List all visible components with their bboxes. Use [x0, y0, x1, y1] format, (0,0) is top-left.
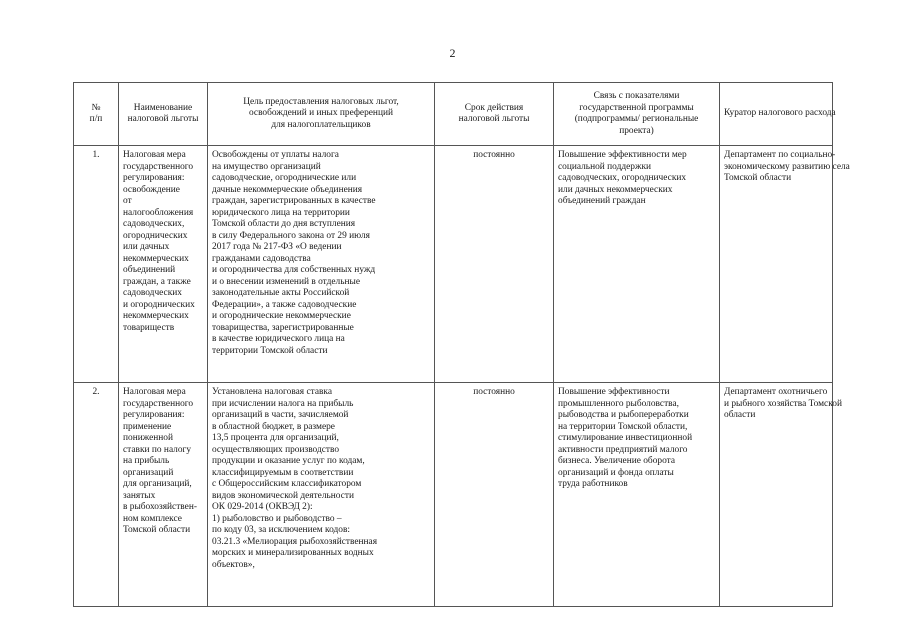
text-line: на прибыль — [123, 456, 170, 466]
header-purpose — [208, 83, 435, 146]
text-line: для организаций, — [123, 479, 192, 489]
header-name — [119, 83, 208, 146]
text-line: Повышение эффективности мер — [558, 150, 687, 160]
row-number: 1. — [74, 146, 119, 383]
text-line: осуществляющих производство — [212, 444, 340, 455]
text-line: (подпрограммы/ региональные — [574, 114, 699, 124]
text-line: Установлена налоговая ставка — [212, 387, 332, 397]
benefit-name — [119, 383, 208, 607]
text-line: видов экономической деятельности — [212, 490, 355, 501]
text-line: классифицируемым в соответствии — [212, 467, 354, 478]
text-line: бизнеса. Увеличение оборота — [558, 456, 676, 466]
text-line: 13,5 процента для организаций, — [212, 433, 339, 443]
text-line: Томской области — [123, 525, 191, 535]
header-link — [554, 83, 720, 146]
text-line: Томской области до дня вступления — [212, 219, 356, 229]
benefit-purpose — [208, 383, 435, 607]
text-line: и огороднических — [123, 299, 195, 310]
row-number: 2. — [74, 383, 119, 607]
text-line: законодательные акты Российской — [212, 288, 350, 298]
text-line: садоводческих — [123, 288, 182, 298]
text-line: Департамент охотничьего — [724, 387, 828, 397]
text-line: регулирования: — [123, 410, 185, 420]
text-line: с Общероссийским классификатором — [212, 479, 362, 489]
text-line: организаций — [123, 467, 174, 478]
text-line: товариществ — [123, 322, 175, 333]
text-line: п/п — [89, 114, 103, 124]
text-line: Налоговая мера — [123, 150, 186, 160]
text-line: от — [123, 196, 132, 206]
header-term — [435, 83, 554, 146]
text-line: Освобождены от уплаты налога — [212, 150, 339, 160]
text-line: рыбоводства и рыбопереработки — [558, 410, 689, 420]
curator — [720, 383, 842, 607]
text-line: промышленного рыболовства, — [558, 398, 679, 409]
text-line: в силу Федерального закона от 29 июля — [212, 230, 370, 241]
text-line: садоводческие, огороднические или — [212, 173, 357, 183]
text-line: социальной поддержки — [558, 161, 652, 172]
text-line: Департамент по социально- — [724, 150, 836, 160]
text-line: морских и минерализированных водных — [212, 548, 374, 558]
text-line: граждан, зарегистрированных в качестве — [212, 196, 376, 206]
text-line: организаций и фонда оплаты — [558, 467, 674, 478]
text-line: государственного — [123, 398, 194, 409]
text-line: для налогоплательщиков — [271, 119, 371, 130]
text-line: проекта) — [619, 125, 654, 136]
text-line: № — [91, 102, 101, 113]
text-line: объектов», — [212, 559, 255, 570]
text-line: пониженной — [123, 433, 173, 443]
text-line: стимулирование инвестиционной — [558, 433, 693, 443]
benefit-purpose — [208, 146, 435, 383]
text-line: и огородничества для собственных нужд — [212, 265, 376, 275]
text-line: в качестве юридического лица на — [212, 334, 345, 344]
text-line: граждан, а также — [123, 276, 191, 287]
tax-benefits-table — [73, 82, 850, 607]
text-line: налоговой льготы — [458, 114, 530, 124]
text-line: освобождение — [123, 184, 180, 195]
text-line: или дачных некоммерческих — [558, 184, 673, 195]
text-line: объединений — [123, 265, 176, 275]
text-line: в областной бюджет, в размере — [212, 421, 335, 432]
header-num — [74, 83, 119, 146]
text-line: огороднических — [123, 230, 188, 241]
text-line: государственного — [123, 161, 194, 172]
text-line: Наименование — [133, 102, 193, 113]
text-line: садоводческих, огороднических — [558, 173, 687, 183]
curator — [720, 146, 850, 383]
text-line: или дачных — [123, 242, 170, 252]
text-line: организаций в части, зачисляемой — [212, 410, 349, 420]
program-link — [554, 383, 720, 607]
text-line: некоммерческих — [123, 253, 189, 264]
text-line: на территории Томской области, — [558, 421, 688, 432]
text-line: Связь с показателями — [593, 91, 680, 101]
text-line: объединений граждан — [558, 196, 646, 206]
text-line: в рыбохозяйствен- — [123, 502, 197, 512]
text-line: 03.21.3 «Мелиорация рыбохозяйственная — [212, 536, 378, 547]
text-line: товарищества, зарегистрированные — [212, 322, 354, 333]
text-line: по коду 03, за исключением кодов: — [212, 525, 351, 535]
text-line: труда работников — [558, 479, 628, 489]
text-line: 1) рыболовство и рыбоводство – — [212, 513, 342, 524]
benefit-term: постоянно — [435, 146, 554, 383]
text-line: территории Томской области — [212, 345, 328, 356]
text-line: при исчислении налога на прибыль — [212, 398, 354, 409]
text-line: Налоговая мера — [123, 387, 186, 397]
benefit-term: постоянно — [435, 383, 554, 607]
text-line: активности предприятий малого — [558, 444, 688, 455]
text-line: освобождений и иных преференций — [248, 108, 394, 119]
text-line: на имущество организаций — [212, 161, 321, 172]
text-line: области — [724, 410, 756, 420]
text-line: Срок действия — [464, 102, 524, 113]
text-line: ном комплексе — [123, 513, 182, 524]
text-line: юридического лица на территории — [212, 207, 350, 218]
text-line: экономическому развитию села — [724, 161, 850, 172]
text-line: Федерации», а также садоводческие — [212, 299, 357, 310]
text-line: налогообложения — [123, 207, 194, 218]
text-line: 2017 года № 217-ФЗ «О ведении — [212, 242, 342, 252]
text-line: и огороднические некоммерческие — [212, 311, 351, 321]
page-number: 2 — [449, 46, 456, 60]
header-curator — [720, 83, 836, 146]
text-line: и о внесении изменений в отдельные — [212, 276, 360, 287]
text-line: применение — [123, 421, 172, 432]
table-row — [74, 146, 833, 383]
table-header-row — [74, 83, 833, 146]
text-line: Повышение эффективности — [558, 387, 670, 397]
benefit-name — [119, 146, 208, 383]
text-line: садоводческих, — [123, 219, 185, 229]
text-line: гражданами садоводства — [212, 253, 311, 264]
text-line: продукции и оказание услуг по кодам, — [212, 456, 365, 466]
text-line: Цель предоставления налоговых льгот, — [243, 96, 399, 107]
program-link — [554, 146, 720, 383]
text-line: дачные некоммерческие объединения — [212, 184, 363, 195]
text-line: ставки по налогу — [123, 444, 192, 455]
text-line: Томской области — [724, 173, 792, 183]
table-row — [74, 383, 833, 607]
text-line: налоговой льготы — [127, 114, 199, 124]
text-line: регулирования: — [123, 173, 185, 183]
text-line: Куратор налогового расхода — [724, 108, 836, 119]
text-line: занятых — [123, 490, 156, 501]
text-line: государственной программы — [579, 102, 694, 113]
text-line: и рыбного хозяйства Томской — [724, 398, 842, 409]
text-line: некоммерческих — [123, 311, 189, 321]
text-line: ОК 029-2014 (ОКВЭД 2): — [212, 502, 313, 512]
